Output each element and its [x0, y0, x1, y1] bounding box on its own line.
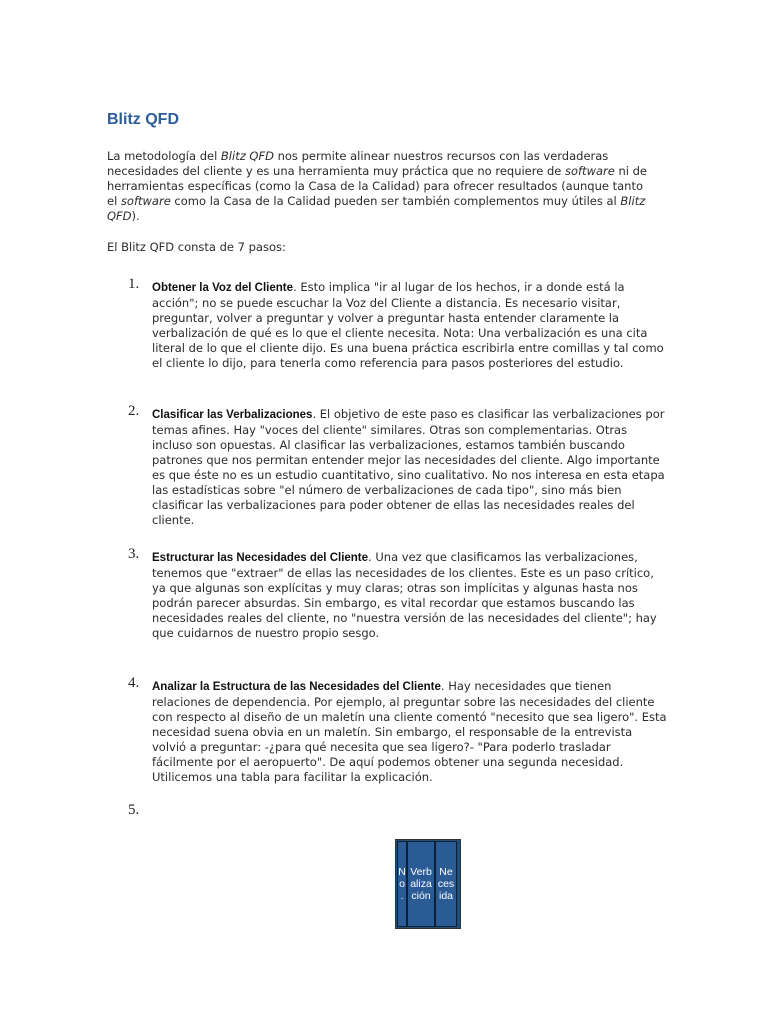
table-header-cell: N o .	[397, 841, 407, 927]
step-body	[152, 679, 668, 785]
intro-emphasis: software	[120, 194, 171, 208]
intro-emphasis: Blitz QFD	[220, 149, 274, 163]
intro-text: ni de herramientas específicas (como la Casa de la Calidad) para ofrecer resultados (aunque tanto el	[107, 164, 647, 208]
step-number: 2.	[128, 403, 140, 419]
intro-text: La metodología del	[107, 149, 221, 163]
step-text: . Hay necesidades que tienen relaciones de dependencia. Por ejemplo, al preguntar sobre las necesidades del cliente con respecto al diseño de un maletín una cliente comentó "necesito que sea ligero". Esta necesidad suena obvia en un maletín. Sin embargo, el responsable de la entrevista volvió a preguntar: -¿para qué necesita que sea ligero?- "Para poderlo trasladar fácilmente por el aeropuerto". De aquí podemos obtener una segunda necesidad. Utilicemos una tabla para facilitar la explicación.	[152, 679, 667, 784]
step-item	[128, 675, 668, 785]
step-number: 5.	[128, 802, 140, 818]
intro-text: ).	[131, 209, 140, 223]
steps-intro: El Blitz QFD consta de 7 pasos:	[107, 240, 286, 254]
step-number: 1.	[128, 276, 140, 292]
step-text: . Esto implica "ir al lugar de los hechos, ir a donde está la acción"; no se puede escuchar la Voz del Cliente a distancia. Es necesario visitar, preguntar, volver a preguntar y volver a preguntar hasta entender claramente la verbalización de qué es lo que el cliente necesita. Nota: Una verbalización es una cita literal de lo que el cliente dijo. Es una buena práctica escribirla entre comillas y tal como el cliente lo dijo, para tenerla como referencia para pasos posteriores del estudio.	[152, 280, 664, 370]
page-title: Blitz QFD	[107, 111, 179, 128]
needs-table	[395, 839, 461, 929]
intro-emphasis: Blitz QFD	[107, 194, 646, 223]
step-text: . El objetivo de este paso es clasificar las verbalizaciones por temas afines. Hay "voces del cliente" similares. Otras son complementarias. Otras incluso son opuestas. Al clasificar las verbalizaciones, estamos también buscando patrones que nos permitan entender mejor las necesidades del cliente. Algo importante es que éste no es un estudio cuantitativo, sino cualitativo. No nos interesa en esta etapa las estadísticas sobre "el número de verbalizaciones de cada tipo", sino más bien clasificar las verbalizaciones para poder obtener de ellas las necesidades reales del cliente.	[152, 407, 665, 527]
step-heading: Analizar la Estructura de las Necesidades del Cliente	[152, 681, 441, 693]
step-item	[128, 546, 668, 641]
step-body	[152, 280, 668, 371]
step-heading: Clasificar las Verbalizaciones	[152, 409, 313, 421]
intro-emphasis: software	[564, 164, 615, 178]
step-text: . Una vez que clasificamos las verbalizaciones, tenemos que "extraer" de ellas las necesidades de los clientes. Este es un paso crítico, ya que algunas son explícitas y muy claras; otras son implícitas y algunas hasta nos podrán parecer absurdas. Sin embargo, es vital recordar que estamos buscando las necesidades reales del cliente, no "nuestra versión de las necesidades del cliente"; hay que cuidarnos de nuestro propio sesgo.	[152, 550, 657, 640]
intro-paragraph	[107, 149, 647, 224]
intro-text: nos permite alinear nuestros recursos con las verdaderas necesidades del cliente y es una herramienta muy práctica que no requiere de	[107, 149, 609, 178]
intro-text: como la Casa de la Calidad pueden ser también complementos muy útiles al	[170, 194, 621, 208]
step-item	[128, 276, 668, 371]
step-heading: Obtener la Voz del Cliente	[152, 282, 294, 294]
step-heading: Estructurar las Necesidades del Cliente	[152, 552, 369, 564]
step-body	[152, 407, 668, 528]
table-header-cell: Verb aliza ción	[407, 841, 435, 927]
step-number: 3.	[128, 546, 140, 562]
step-body	[152, 550, 668, 641]
table-header-cell: Ne ces ida	[435, 841, 457, 927]
step-number: 4.	[128, 675, 140, 691]
step-item	[128, 403, 668, 528]
